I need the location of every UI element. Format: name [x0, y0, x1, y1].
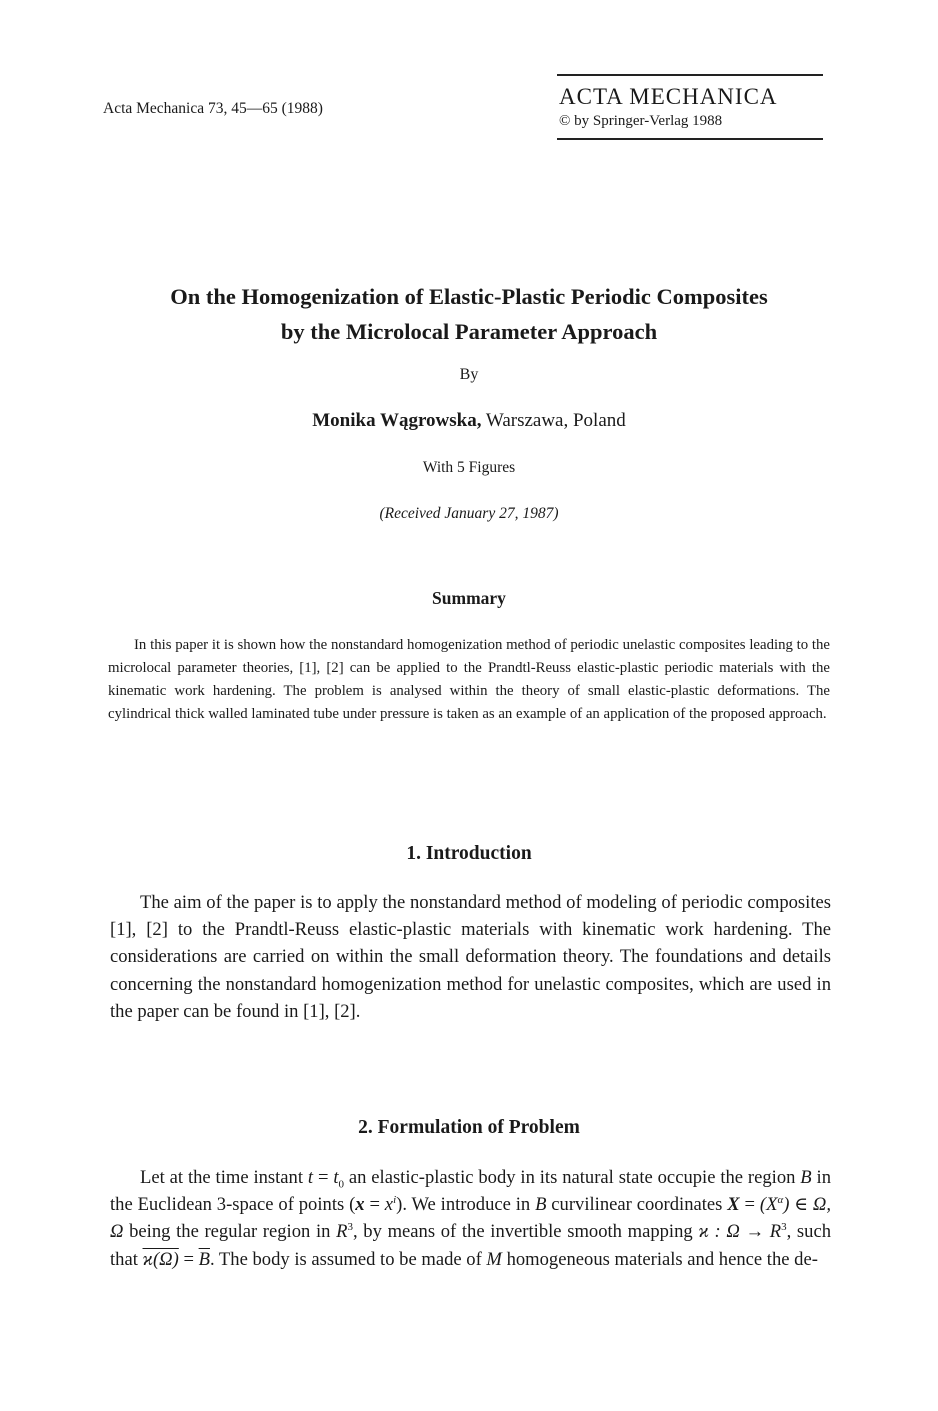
math-M: M	[486, 1248, 502, 1270]
introduction-paragraph: The aim of the paper is to apply the nonstandard method of modeling of periodic composites [1], [2] to the Prandtl-Reuss elastic-plastic materials with kinematic work hardening. The considerations are carried on within the small deformation theory. The foundations and details concerning the nonstandard homogenization method for unelastic composites, which are used in the paper can be found in [1], [2].	[110, 892, 831, 1022]
math-in-omega: ) ∈ Ω, Ω	[110, 1194, 832, 1243]
by-label: By	[459, 366, 479, 383]
math-R: R	[336, 1221, 348, 1243]
title-line-2: by the Microlocal Parameter Approach	[280, 319, 658, 344]
math-xi: x	[384, 1194, 394, 1216]
journal-name: ACTA MECHANICA	[559, 84, 778, 109]
title-line-1: On the Homogenization of Elastic-Plastic Periodic Composites	[170, 284, 768, 309]
author-name: Monika Wągrowska,	[312, 410, 482, 431]
figures-note: With 5 Figures	[422, 459, 516, 476]
summary-heading: Summary	[432, 588, 506, 608]
received-date: (Received January 27, 1987)	[379, 505, 559, 522]
math-kappa-omega-closure: ϰ(Ω)	[142, 1248, 179, 1270]
author-location: Warszawa, Poland	[481, 410, 626, 431]
math-x-vector: x	[355, 1194, 365, 1216]
section-1-heading: 1. Introduction	[406, 843, 532, 864]
section-2-heading: 2. Formulation of Problem	[358, 1117, 580, 1138]
math-B-closure: $\overline{B}$	[198, 1248, 210, 1270]
math-t: t	[307, 1167, 314, 1188]
math-t0: t	[333, 1167, 339, 1188]
journal-citation: Acta Mechanica 73, 45—65 (1988)	[103, 100, 323, 117]
copyright-line: © by Springer-Verlag 1988	[559, 113, 723, 129]
author-line	[0, 410, 938, 432]
math-B: B	[800, 1167, 812, 1188]
math-X-vector: X	[727, 1194, 740, 1216]
journal-masthead	[557, 74, 823, 140]
summary-paragraph: In this paper it is shown how the nonstandard homogenization method of periodic unelastic composites leading to the microlocal parameter theories, [1], [2] can be applied to the Prandtl-Reuss elastic-plastic periodic materials with the kinematic work hardening. The problem is analysed within the theory of small elastic-plastic deformations. The cylindrical thick walled laminated tube under pressure is taken as an example of an application of the proposed approach.	[108, 637, 830, 722]
paper-title	[60, 279, 878, 349]
math-X-alpha: (X	[759, 1194, 778, 1216]
math-kappa-map: ϰ : Ω → R	[698, 1221, 782, 1243]
math-B-2: B	[535, 1194, 547, 1216]
formulation-paragraph: Let at the time instant $t = t_0$ an elastic-plastic body in its natural state occupie the region B in the Euclidean 3-space of points $(x = x^i)$. We introduce in B curvilinear coordinates $X = (X^\alpha)$ ∈ Ω, Ω being the regular region in $R^3$, by means of the invertible smooth mapping ϰ : $\Omega \to R^3$, such that $ϰ(\Omega) = \overline{B}$. The body is assumed to be made of M homogeneous materials and hence the de-	[110, 1167, 832, 1270]
